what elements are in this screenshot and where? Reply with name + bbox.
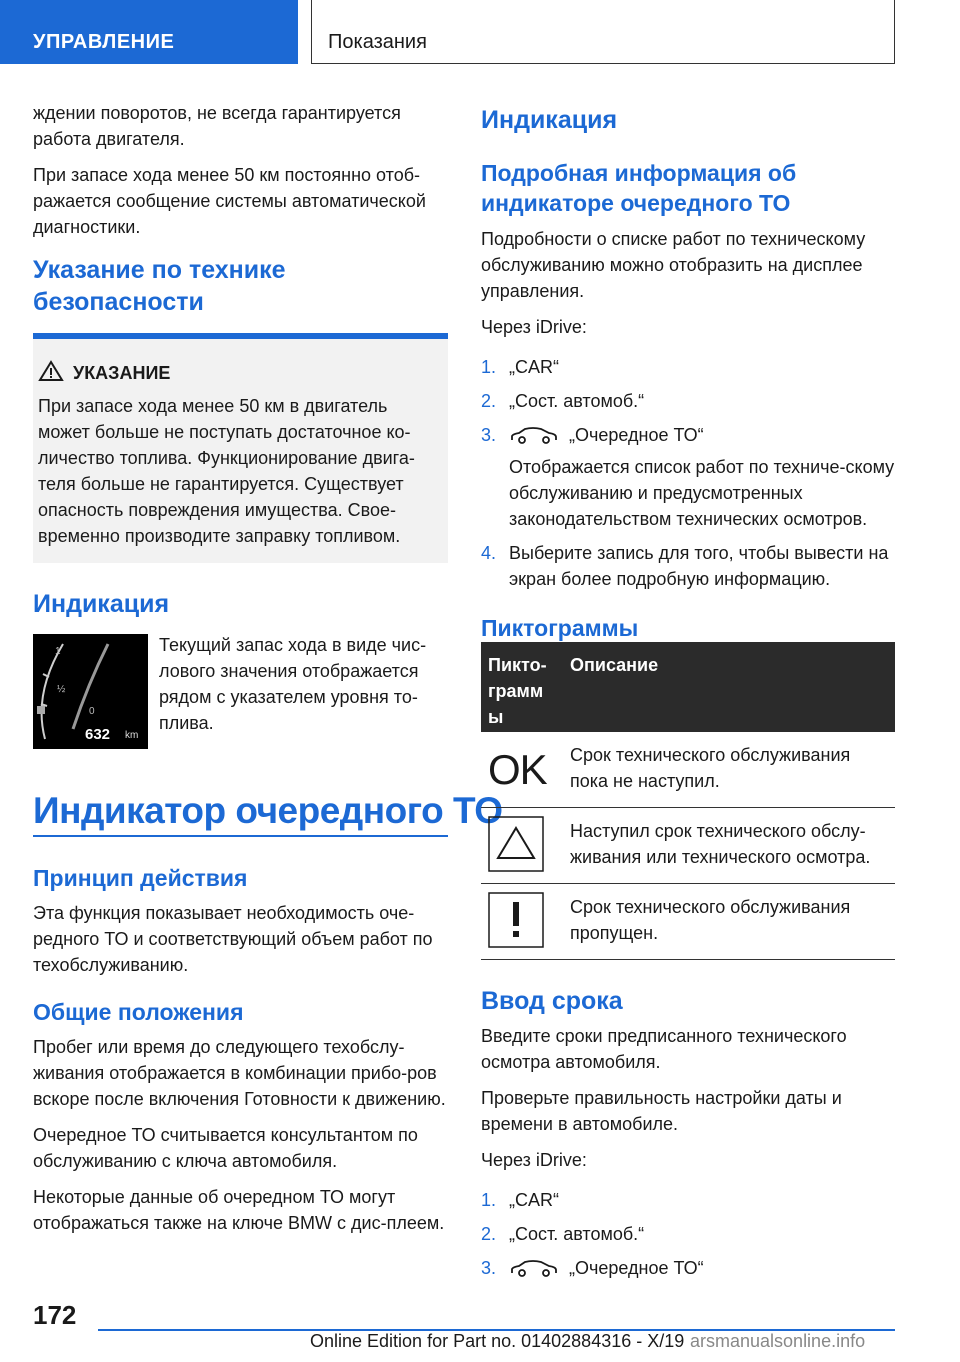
step-text: „CAR“ (509, 1190, 559, 1210)
warning-box (33, 333, 448, 563)
step-number: 4. (481, 543, 497, 563)
gauge-label-zero: 0 (89, 706, 95, 717)
row-description: Наступил срок технического обслу-живания или технического осмотра. (570, 821, 871, 867)
paragraph: Введите сроки предписанного технического осмотра автомобиля. (481, 1026, 847, 1072)
step-number: 1. (481, 357, 497, 377)
header-chapter: Показания (311, 0, 895, 64)
header-section-tab: УПРАВЛЕНИЕ (0, 0, 298, 64)
paragraph: Очередное ТО считывается консультантом по обслуживанию с ключа автомобиля. (33, 1125, 418, 1171)
paragraph: Через iDrive: (481, 317, 587, 337)
service-indicator-heading: Индикатор очередного ТО (33, 790, 503, 831)
step-text: „CAR“ (509, 357, 559, 377)
detail-heading: Подробная информация об индикаторе очередного ТО (481, 160, 797, 216)
list-item (481, 1255, 897, 1281)
list-item (481, 1187, 897, 1213)
column-header-pictogram: Пикто-грамм ы (488, 655, 547, 727)
warning-text: При запасе хода менее 50 км в двигатель может больше не поступать достаточное ко-личество топлива. Функционирование двига-теля больше не гарантируется. Существует опасность повреждения имущества. Свое-временно производите заправку топливом. (38, 396, 415, 546)
steps-list (481, 1187, 897, 1281)
page-number: 172 (33, 1300, 77, 1330)
warning-triangle-icon (488, 816, 544, 872)
indication-heading-right: Индикация (481, 106, 618, 134)
paragraph: Некоторые данные об очередном ТО могут отображаться также на ключе BMW с дис-плеем. (33, 1187, 445, 1233)
table-row (481, 884, 895, 960)
pictograms-table (481, 642, 895, 960)
table-header (481, 642, 895, 732)
indication-heading: Индикация (33, 590, 170, 618)
step-text: „Очередное ТО“ (569, 1258, 704, 1278)
step-number: 2. (481, 1224, 497, 1244)
watermark: arsmanualsonline.info (690, 1331, 866, 1351)
indication-text: Текущий запас хода в виде чис-лового значения отображается рядом с указателем уровня то-плива. (159, 635, 427, 733)
list-item (481, 540, 897, 592)
step-text: Выберите запись для того, чтобы вывести на экран более подробную информацию. (509, 543, 889, 589)
right-column-bottom (481, 985, 897, 1289)
general-heading: Общие положения (33, 999, 244, 1025)
steps-list (481, 354, 897, 592)
section-divider (33, 835, 448, 837)
step-number: 1. (481, 1190, 497, 1210)
edition-text: Online Edition for Part no. 01402884316 - X/19 (310, 1331, 685, 1351)
car-icon (509, 426, 559, 446)
list-item (481, 388, 897, 414)
warning-title: УКАЗАНИЕ (73, 363, 171, 383)
range-value: 632 (85, 726, 111, 743)
principle-heading: Принцип действия (33, 865, 248, 891)
paragraph: Пробег или время до следующего техобслу-живания отображается в комбинации прибо-ров вскоре после включения Готовности к движению. (33, 1037, 446, 1109)
safety-heading: Указание по технике безопасности (33, 256, 286, 316)
list-item (481, 422, 897, 532)
gauge-label-one: 1 (55, 646, 61, 657)
paragraph: ждении поворотов, не всегда гарантируется работа двигателя. (33, 103, 401, 149)
paragraph: Эта функция показывает необходимость оче-редного ТО и соответствующий объем работ по техобслуживанию. (33, 903, 433, 975)
row-description: Срок технического обслуживания пропущен. (570, 897, 851, 943)
table-row (481, 732, 895, 808)
pictograms-heading: Пиктограммы (481, 615, 639, 641)
step-number: 3. (481, 1258, 497, 1278)
gauge-label-half: ½ (57, 684, 66, 695)
step-subtext: Отображается список работ по техниче-скому обслуживанию и предусмотренных законодательством технических осмотров. (509, 457, 895, 529)
left-column-bottom (33, 862, 449, 1246)
step-text: „Сост. автомоб.“ (509, 1224, 645, 1244)
range-unit: km (125, 730, 139, 741)
fuel-gauge-image (33, 634, 148, 749)
warning-triangle-icon (38, 360, 64, 382)
step-number: 2. (481, 391, 497, 411)
list-item (481, 1221, 897, 1247)
right-column-top (481, 100, 897, 644)
ok-icon: OK (488, 746, 547, 793)
warning-accent-bar (33, 333, 448, 339)
paragraph: Подробности о списке работ по техническому обслуживанию можно отобразить на дисплее управления. (481, 229, 866, 301)
car-icon (509, 1259, 559, 1279)
left-column-top (33, 100, 449, 318)
step-text: „Очередное ТО“ (569, 425, 704, 445)
step-text: „Сост. автомоб.“ (509, 391, 645, 411)
exclamation-icon (488, 892, 544, 948)
date-heading: Ввод срока (481, 987, 623, 1015)
column-header-description: Описание (570, 655, 659, 675)
list-item (481, 354, 897, 380)
paragraph: Через iDrive: (481, 1150, 587, 1170)
paragraph: Проверьте правильность настройки даты и времени в автомобиле. (481, 1088, 842, 1134)
paragraph: При запасе хода менее 50 км постоянно отоб-ражается сообщение системы автоматической диагностики. (33, 165, 426, 237)
row-description: Срок технического обслуживания пока не наступил. (570, 745, 851, 791)
step-number: 3. (481, 425, 497, 445)
table-row (481, 808, 895, 884)
